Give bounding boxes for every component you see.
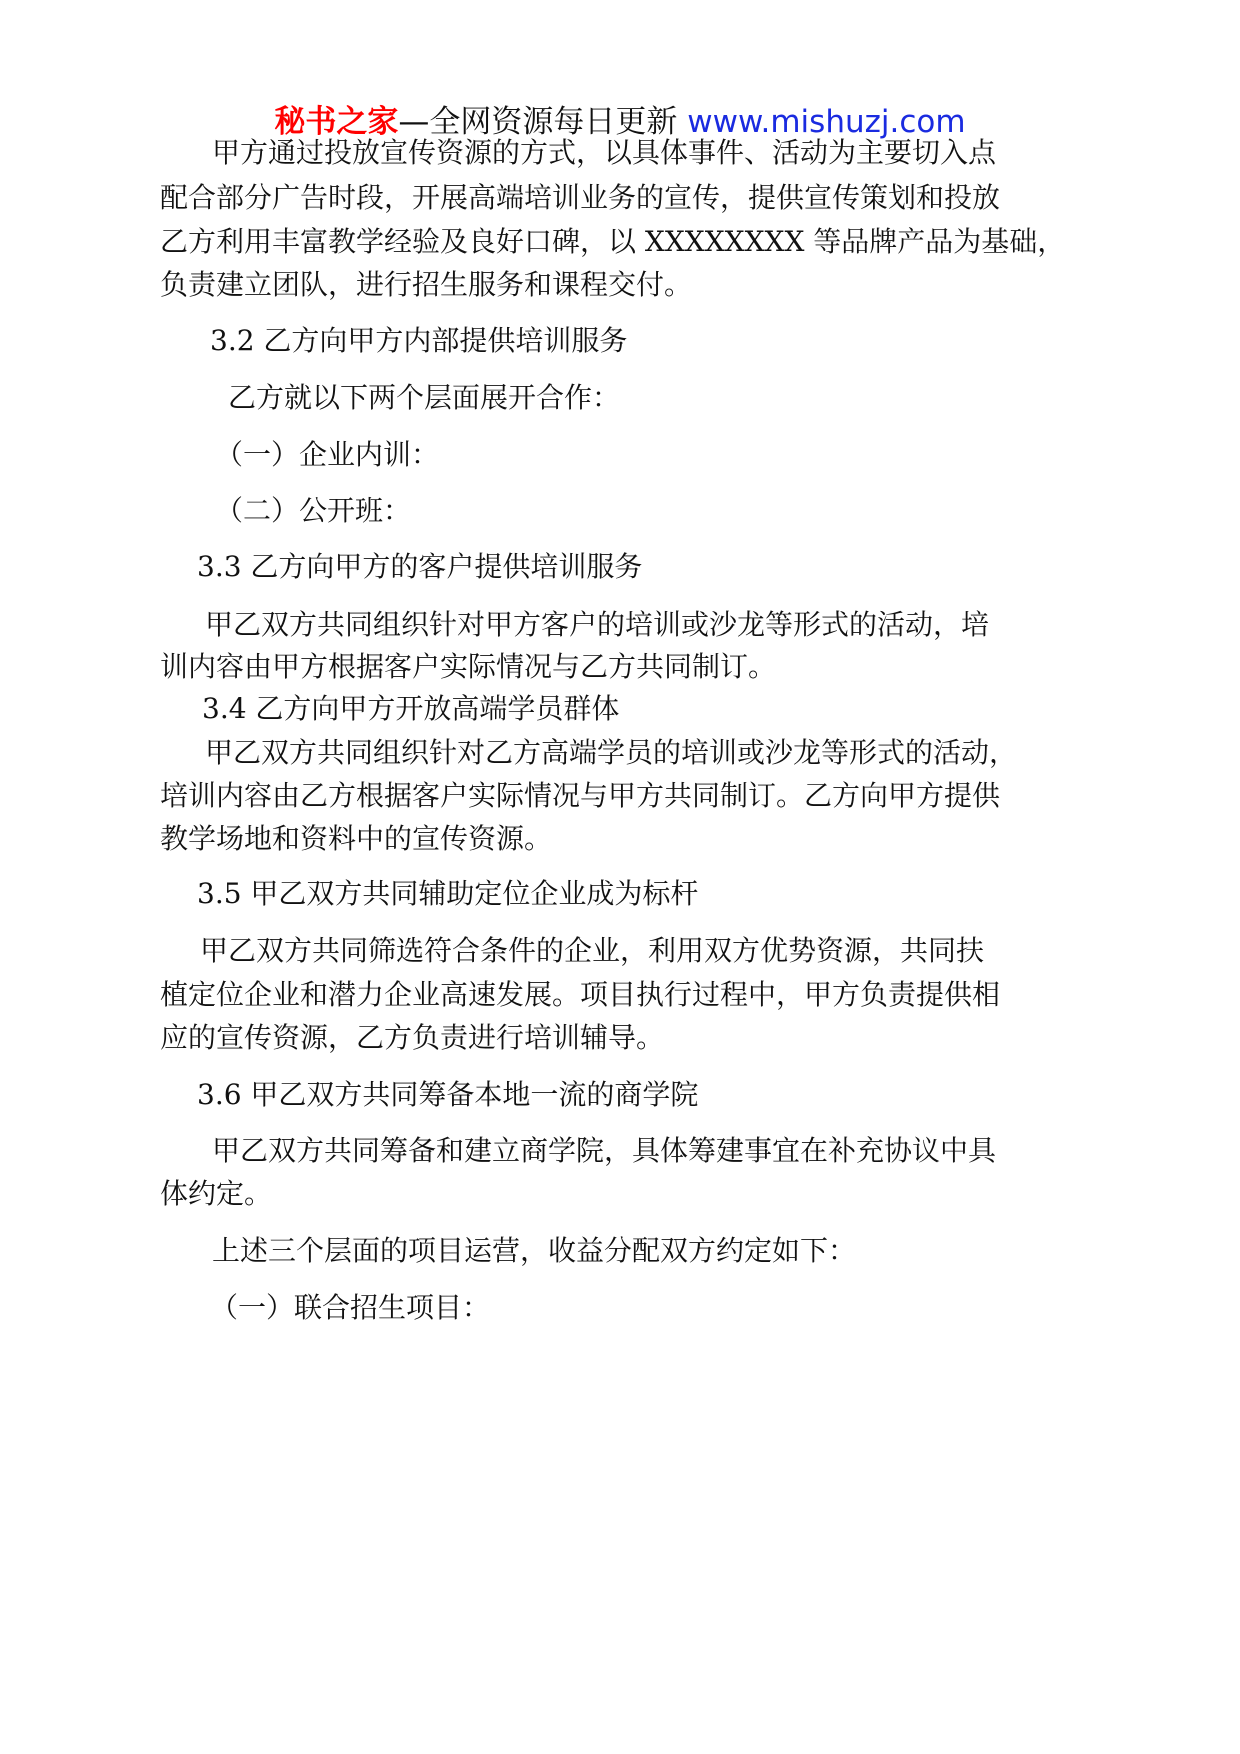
site-tagline: —全网资源每日更新 xyxy=(398,104,688,140)
section-heading-3-3: 3.3 乙方向甲方的客户提供培训服务 xyxy=(197,550,643,583)
paragraph-line: 乙方利用丰富教学经验及良好口碑，以 XXXXXXXX 等品牌产品为基础， xyxy=(160,225,1066,258)
paragraph-line: 培训内容由乙方根据客户实际情况与甲方共同制订。乙方向甲方提供 xyxy=(160,779,1001,812)
paragraph-line: 应的宣传资源，乙方负责进行培训辅导。 xyxy=(160,1021,665,1054)
list-item: （一）联合招生项目： xyxy=(210,1291,491,1324)
paragraph-line: 甲乙双方共同筛选符合条件的企业，利用双方优势资源，共同扶 xyxy=(200,934,985,967)
list-item: （二）公开班： xyxy=(215,494,412,527)
section-heading-3-4: 3.4 乙方向甲方开放高端学员群体 xyxy=(202,692,620,725)
paragraph-line: 植定位企业和潜力企业高速发展。项目执行过程中，甲方负责提供相 xyxy=(160,978,1001,1011)
paragraph-line: 甲乙双方共同组织针对乙方高端学员的培训或沙龙等形式的活动， xyxy=(205,736,1018,769)
section-heading-3-6: 3.6 甲乙双方共同筹备本地一流的商学院 xyxy=(197,1078,699,1111)
section-heading-3-5: 3.5 甲乙双方共同辅助定位企业成为标杆 xyxy=(197,877,699,910)
paragraph-line: 甲乙双方共同组织针对甲方客户的培训或沙龙等形式的活动，培 xyxy=(205,608,990,641)
paragraph-line: 负责建立团队，进行招生服务和课程交付。 xyxy=(160,268,693,301)
paragraph-line: 体约定。 xyxy=(160,1177,273,1210)
section-heading-3-2: 3.2 乙方向甲方内部提供培训服务 xyxy=(210,324,628,357)
site-brand: 秘书之家 xyxy=(274,104,399,140)
paragraph-line: 教学场地和资料中的宣传资源。 xyxy=(160,822,553,855)
paragraph-line: 乙方就以下两个层面展开合作： xyxy=(228,381,621,414)
paragraph-line: 上述三个层面的项目运营，收益分配双方约定如下： xyxy=(212,1234,857,1267)
paragraph-line: 训内容由甲方根据客户实际情况与乙方共同制订。 xyxy=(160,650,777,683)
list-item: （一）企业内训： xyxy=(215,438,440,471)
paragraph-line: 配合部分广告时段，开展高端培训业务的宣传，提供宣传策划和投放 xyxy=(160,181,1001,214)
paragraph-line: 甲方通过投放宣传资源的方式，以具体事件、活动为主要切入点 xyxy=(212,136,997,169)
paragraph-line: 甲乙双方共同筹备和建立商学院，具体筹建事宜在补充协议中具 xyxy=(212,1134,997,1167)
site-url[interactable]: www.mishuzj.com xyxy=(687,104,966,140)
